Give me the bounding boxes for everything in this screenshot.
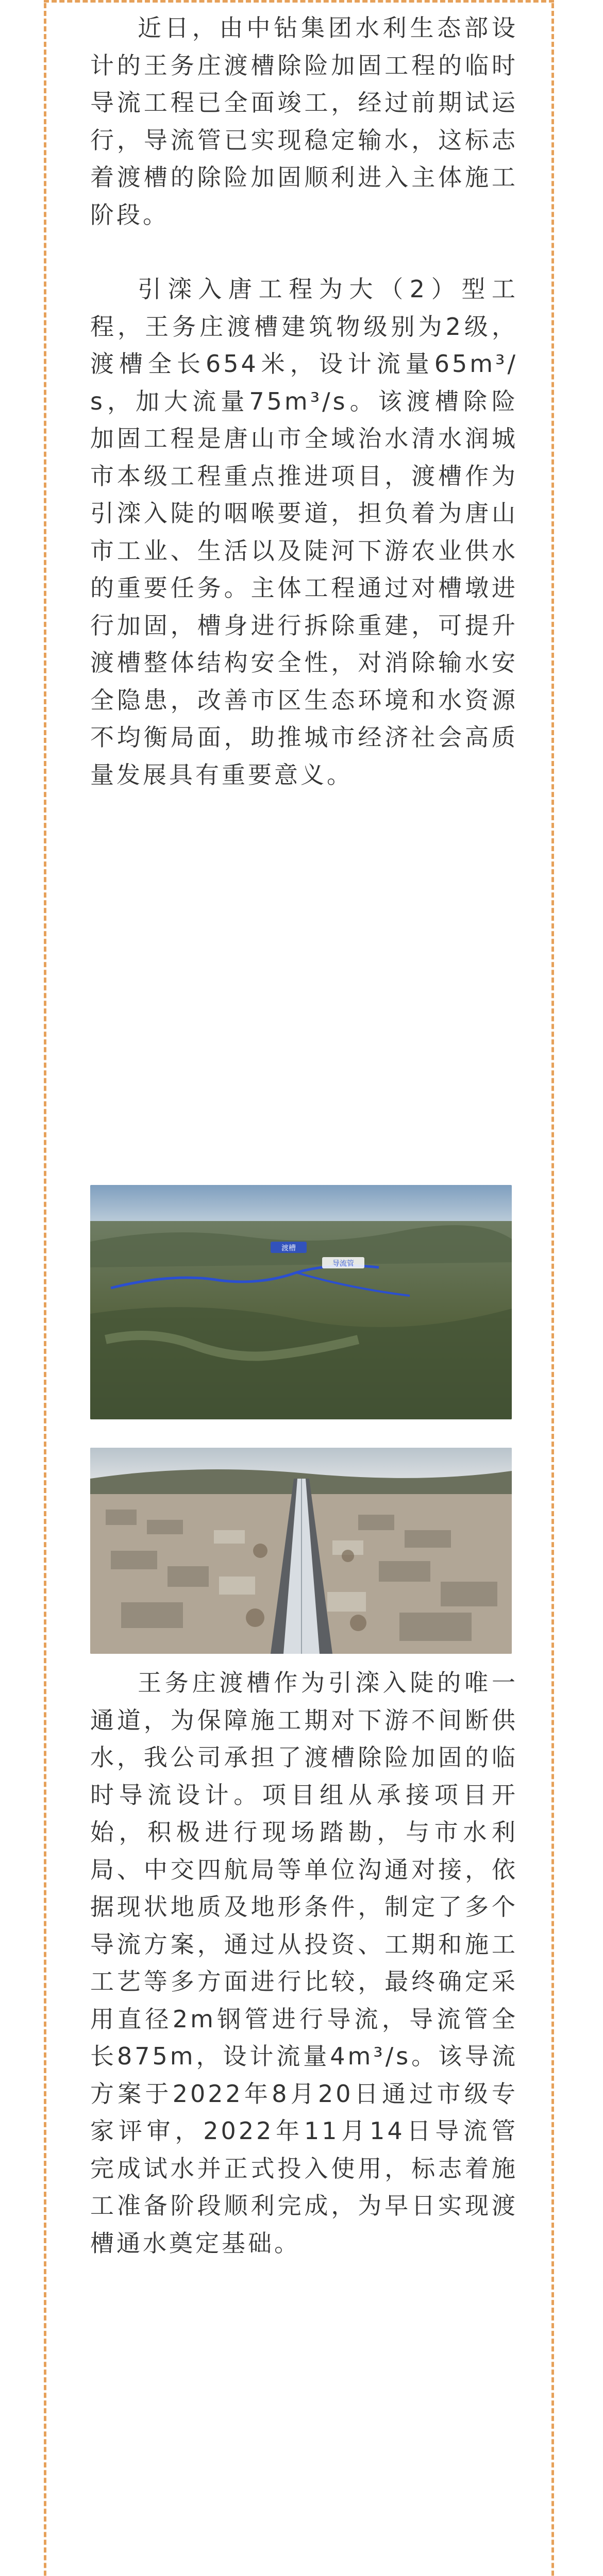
map-label-pipe: 导流管 <box>332 1260 354 1268</box>
paragraph-intro: 近日，由中钻集团水利生态部设计的王务庄渡槽除险加固工程的临时导流工程已全面竣工，经过前期试运行，导流管已实现稳定输水，这标志着渡槽的除险加固顺利进入主体施工阶段。 <box>90 14 518 229</box>
aqueduct-aerial-photo <box>90 1448 512 1654</box>
paragraph-project-overview: 引滦入唐工程为大（2）型工程，王务庄渡槽建筑物级别为2级，渡槽全长654米，设计流量65m³/s，加大流量75m³/s。该渡槽除险加固工程是唐山市全域治水清水润城市本级工程重点推进项目，渡槽作为引滦入陡的咽喉要道，担负着为唐山市工业、生活以及陡河下游农业供水的重要任务。主体工程通过对槽墩进行加固，槽身进行拆除重建，可提升渡槽整体结构安全性，对消除输水安全隐患，改善市区生态环境和水资源不均衡局面，助推城市经济社会高质量发展具有重要意义。 <box>90 275 518 789</box>
map-label-aqueduct: 渡槽 <box>281 1244 296 1252</box>
paragraph-diversion-design: 王务庄渡槽作为引滦入陡的唯一通道，为保障施工期对下游不间断供水，我公司承担了渡槽除险加固的临时导流设计。项目组从承接项目开始，积极进行现场踏勘，与市水利局、中交四航局等单位沟通对接，依据现状地质及地形条件，制定了多个导流方案，通过从投资、工期和施工工艺等多方面进行比较，最终确定采用直径2m钢管进行导流，导流管全长875m，设计流量4m³/s。该导流方案于2022年8月20日通过市级专家评审，2022年11月14日导流管完成试水并正式投入使用，标志着施工准备阶段顺利完成，为早日实现渡槽通水奠定基础。 <box>90 1669 518 2257</box>
aerial-map-photo <box>90 1185 512 1419</box>
